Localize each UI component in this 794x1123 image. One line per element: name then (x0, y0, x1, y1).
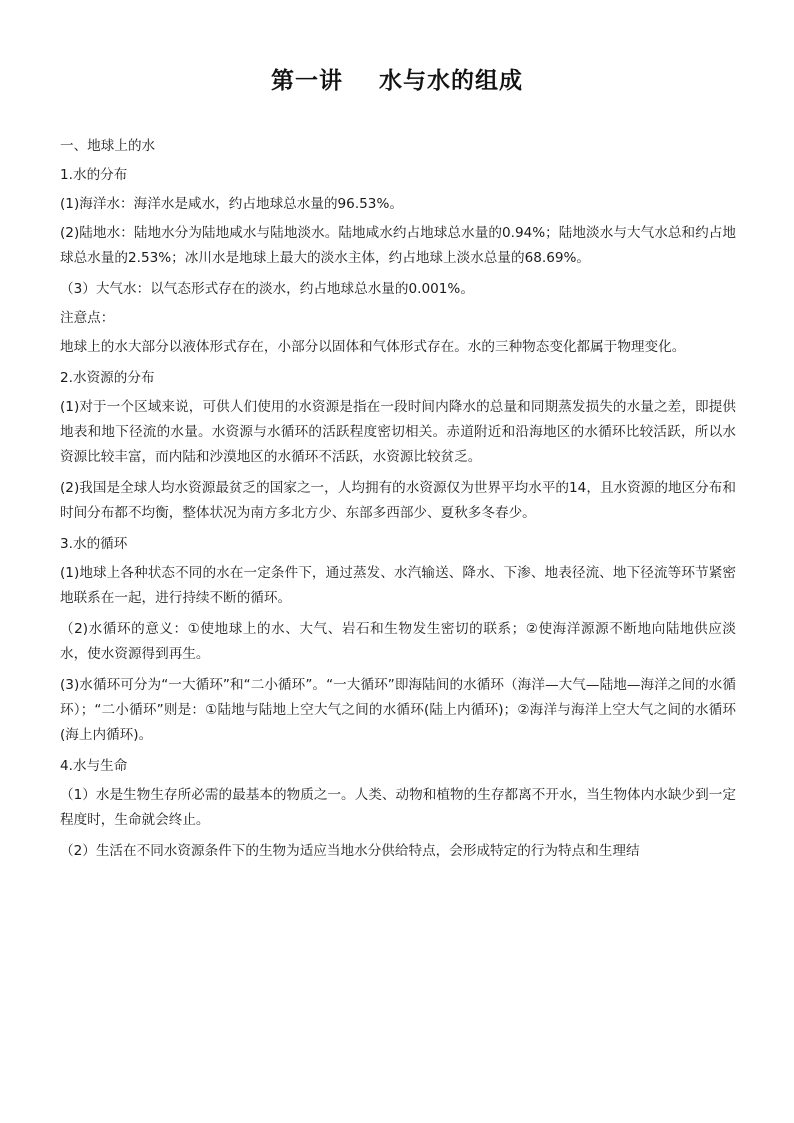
paragraph-ocean-water: (1)海洋水：海洋水是咸水，约占地球总水量的96.53%。 (60, 196, 403, 212)
note-heading: 注意点： (60, 310, 115, 326)
paragraph-water-resources-1: (1)对于一个区域来说，可供人们使用的水资源是指在一段时间内降水的总量和同期蒸发损失的水量之差，即提供地表和地下径流的水量。水资源与水循环的活跃程度密切相关。赤道附近和沿海地区的水循环比较活跃，所以水资源比较丰富，而内陆和沙漠地区的水循环不活跃，水资源比较贫乏。 (60, 399, 736, 465)
subheading-water-distribution: 1.水的分布 (60, 167, 128, 183)
document-body (60, 134, 736, 870)
paragraph-water-cycle-3: (3)水循环可分为“一大循环”和“二小循环”。“一大循环”即海陆间的水循环（海洋—大气—陆地—海洋之间的水循环）；“二小循环”则是：①陆地与陆地上空大气之间的水循环(陆上内循环)；②海洋与海洋上空大气之间的水循环(海上内循环)。 (60, 677, 736, 743)
paragraph-land-water: (2)陆地水：陆地水分为陆地咸水与陆地淡水。陆地咸水约占地球总水量的0.94%；陆地淡水与大气水总和约占地球总水量的2.53%；冰川水是地球上最大的淡水主体，约占地球上淡水总量的68.69%。 (60, 225, 736, 266)
paragraph-water-life-1: （1）水是生物生存所必需的最基本的物质之一。人类、动物和植物的生存都离不开水，当生物体内水缺少到一定程度时，生命就会终止。 (60, 787, 736, 828)
subheading-water-and-life: 4.水与生命 (60, 758, 128, 774)
page-title: 第一讲 水与水的组成 (270, 68, 524, 94)
subheading-water-cycle: 3.水的循环 (60, 536, 128, 552)
paragraph-water-resources-2: (2)我国是全球人均水资源最贫乏的国家之一，人均拥有的水资源仅为世界平均水平的14，且水资源的地区分布和时间分布都不均衡，整体状况为南方多北方少、东部多西部少、夏秋多冬春少。 (60, 480, 736, 521)
paragraph-water-life-2: （2）生活在不同水资源条件下的生物为适应当地水分供给特点，会形成特定的行为特点和生理结 (60, 843, 640, 859)
paragraph-water-cycle-1: (1)地球上各种状态不同的水在一定条件下，通过蒸发、水汽输送、降水、下渗、地表径流、地下径流等环节紧密地联系在一起，进行持续不断的循环。 (60, 565, 736, 606)
paragraph-note: 地球上的水大部分以液体形式存在，小部分以固体和气体形式存在。水的三种物态变化都属于物理变化。 (60, 339, 686, 355)
subheading-water-resources: 2.水资源的分布 (60, 370, 155, 386)
paragraph-water-cycle-2: （2)水循环的意义：①使地球上的水、大气、岩石和生物发生密切的联系；②使海洋源源不断地向陆地供应淡水，使水资源得到再生。 (60, 621, 736, 662)
paragraph-atmospheric-water: （3）大气水：以气态形式存在的淡水，约占地球总水量的0.001%。 (60, 281, 474, 297)
section-heading-earth-water: 一、地球上的水 (60, 138, 156, 154)
